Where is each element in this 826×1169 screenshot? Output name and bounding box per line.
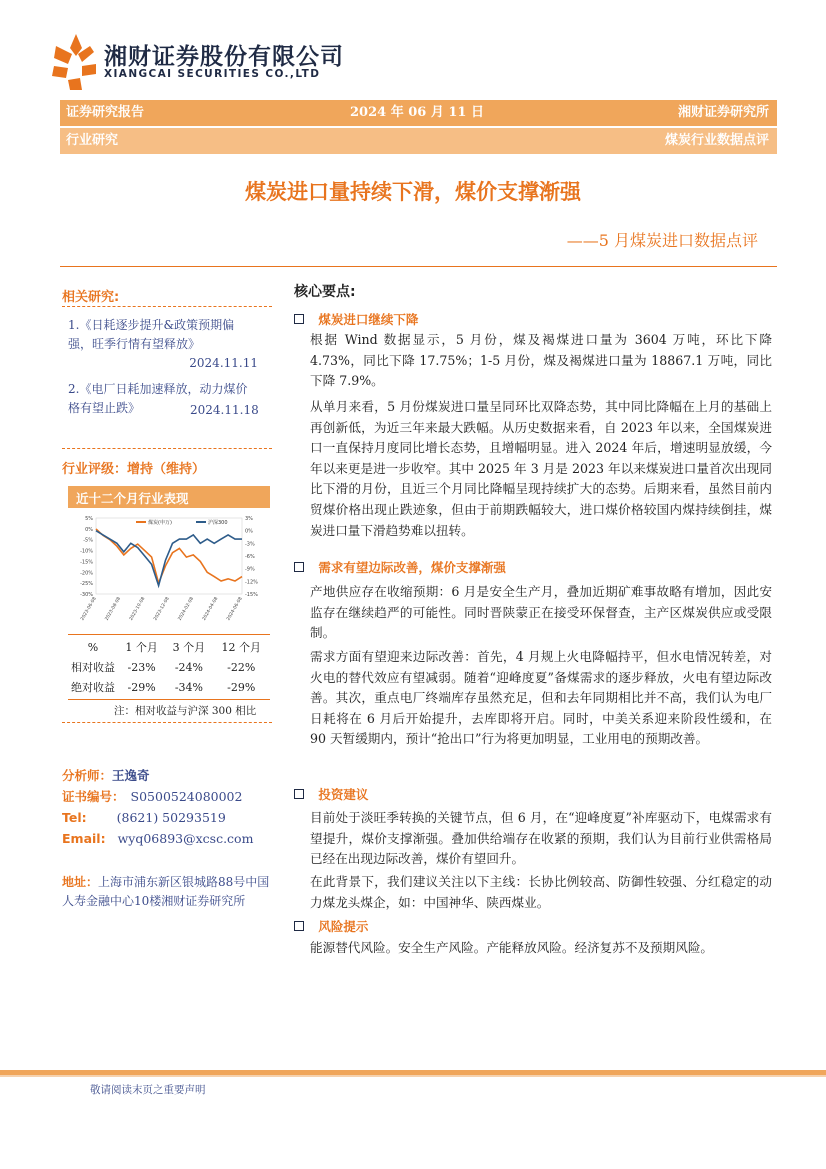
analyst-block [62, 765, 253, 849]
related-item-1-date: 2024.11.11 [189, 356, 258, 370]
industry-performance-chart [68, 510, 270, 632]
performance-table [68, 637, 270, 697]
chart-title-bar [68, 486, 270, 508]
perf-header-cell: 3 个月 [172, 641, 206, 654]
x-tick-label: 2023-08-08 [104, 596, 123, 622]
perf-row-label: 相对收益 [71, 661, 115, 674]
address-label: 地址： [62, 875, 99, 889]
perf-header-cell: 12 个月 [221, 641, 262, 654]
x-tick-label: 2023-06-08 [80, 596, 98, 622]
perf-table-bottom-rule [68, 699, 270, 700]
left-tick-label: 5% [85, 516, 93, 522]
perf-cell: -34% [174, 680, 203, 694]
section-heading-1-text: 煤炭进口继续下降 [318, 312, 419, 327]
plot-frame [96, 518, 242, 594]
email-label: Email: [62, 831, 106, 846]
x-tick-label: 2023-12-08 [153, 596, 171, 622]
left-tick-label: -20% [80, 570, 93, 577]
section-3-para-2: 在此背景下，我们建议关注以下主线：长协比例较高、防御性较强、分红稳定的动力煤龙头煤企，如：中国神华、陕西煤业。 [310, 874, 772, 910]
related-research-title: 相关研究: [62, 290, 120, 305]
footer-disclaimer: 敬请阅读末页之重要声明 [90, 1084, 206, 1096]
address-text: 上海市浦东新区银城路88号中国人寿金融中心10楼湘财证券研究所 [62, 875, 270, 908]
perf-cell: -24% [174, 660, 203, 674]
email-address[interactable]: wyq06893@xcsc.com [117, 831, 254, 846]
core-points-title: 核心要点: [294, 284, 356, 300]
section-heading-2-text: 需求有望边际改善，煤价支撑渐强 [318, 560, 506, 575]
related-item-1[interactable] [68, 316, 258, 373]
address-block [62, 873, 274, 911]
related-item-2-text: 2.《电厂日耗加速释放，动力煤价格有望止跌》 [68, 382, 248, 415]
perf-header-row [68, 637, 270, 657]
perf-header-cell: 1 个月 [125, 641, 158, 654]
left-tick-label: -15% [80, 559, 93, 566]
note-divider [62, 722, 272, 723]
related-divider [62, 306, 272, 307]
x-tick-label: 2024-06-08 [226, 596, 244, 622]
perf-cell: -29% [227, 680, 256, 694]
legend-label: 沪深300 [208, 520, 228, 526]
checkbox-icon [294, 562, 304, 572]
report-subtitle: ——5 月煤炭进口数据点评 [566, 231, 758, 250]
section-heading-2 [294, 558, 506, 576]
left-tick-label: -5% [83, 537, 93, 544]
perf-row-absolute [68, 677, 270, 697]
report-title: 煤炭进口量持续下滑，煤价支撑渐强 [245, 180, 581, 204]
section-heading-3 [294, 785, 368, 803]
perf-row-relative [68, 657, 270, 677]
left-tick-label: -25% [80, 581, 93, 588]
related-item-2-date: 2024.11.18 [190, 403, 259, 417]
perf-cell: -29% [127, 680, 156, 694]
related-item-1-text: 1.《日耗逐步提升&政策预期偏强，旺季行情有望释放》 [68, 318, 235, 351]
report-type: 证券研究报告 [66, 105, 145, 120]
report-series: 煤炭行业数据点评 [664, 133, 769, 148]
left-tick-label: -10% [80, 548, 93, 555]
section-4-para-1: 能源替代风险。安全生产风险。产能释放风险。经济复苏不及预期风险。 [310, 940, 713, 955]
company-name-cn: 湘财证券股份有限公司 [104, 44, 344, 70]
tel-label: Tel: [62, 810, 87, 825]
section-heading-4-text: 风险提示 [318, 919, 369, 934]
right-tick-label: -15% [245, 592, 258, 598]
header-bar-top [60, 100, 777, 126]
report-date: 2024 年 06 月 11 日 [350, 105, 484, 120]
right-tick-label: -3% [245, 541, 255, 548]
left-tick-label: 0% [85, 526, 93, 533]
checkbox-icon [294, 921, 304, 931]
perf-cell: -22% [227, 660, 256, 674]
section-1-para-2: 从单月来看，5 月份煤炭进口量呈同环比双降态势，其中同比降幅在上月的基础上再创新低，为近三年来最大跌幅。从历史数据来看，自 2023 年以来，全国煤炭进口一直保持月度同比增长态势，且增幅明显。进入 2024 年后，增速明显放缓，今年以来更是进一步收窄。其中 2025 年 3 月是 2023 年以来煤炭进口量首次出现同比下滑的月份，且近三个月同比降幅呈现持续扩大的态势。后期来看，虽然目前内贸煤价格出现止跌迹象，但由于前期跌幅较大，进口煤价格较国内煤持续倒挂，煤炭进口量下滑趋势难以扭转。 [310, 399, 772, 538]
title-divider [60, 266, 777, 267]
header-bar-bottom [60, 128, 777, 154]
right-tick-label: -9% [245, 566, 255, 573]
section-heading-1 [294, 310, 418, 328]
series-line-1 [96, 529, 242, 583]
analyst-name: 王逸奇 [112, 768, 150, 783]
right-tick-label: 3% [245, 516, 253, 522]
x-tick-label: 2024-04-08 [201, 596, 220, 622]
legend-label: 煤炭(申万) [148, 520, 172, 526]
section-3-para-1: 目前处于淡旺季转换的关键节点，但 6 月，在“迎峰度夏”补库驱动下，电煤需求有望提升，煤价支撑渐强。叠加供给端存在收紧的预期，我们认为目前行业供需格局已经在出现边际改善，煤价有望回升。 [310, 810, 772, 867]
section-heading-4 [294, 917, 368, 935]
chart-title: 近十二个月行业表现 [76, 491, 189, 506]
perf-header-cell: % [87, 640, 99, 654]
right-tick-label: -6% [245, 554, 255, 560]
right-tick-label: -12% [245, 579, 258, 586]
section-2-para-1: 产地供应存在收缩预期：6 月是安全生产月，叠加近期矿难事故略有增加，因此安监存在继续趋严的可能性。同时晋陕蒙正在接受环保督查，主产区煤炭供应或受限制。 [310, 584, 772, 641]
section-2-para-2: 需求方面有望迎来边际改善：首先，4 月规上火电降幅持平，但水电情况转差，对火电的替代效应有望减弱。随着“迎峰度夏”备煤需求的逐步释放，火电有望边际改善。其次，重点电厂终端库存虽然充足，但和去年同期相比并不高，我们认为电厂日耗将在 6 月后开始提升，去库即将开启。同时，中美关系迎来阶段性缓和，在 90 天暂缓期内，预计“抢出口”行为将更加明显，工业用电的预期改善。 [310, 649, 772, 747]
checkbox-icon [294, 789, 304, 799]
x-tick-label: 2023-10-08 [128, 596, 147, 622]
section-1-para-1: 根据 Wind 数据显示，5 月份，煤及褐煤进口量为 3604 万吨，环比下降 4.73%，同比下降 17.75%；1-5 月份，煤及褐煤进口量为 18867.1 万吨，同比下降 7.9%。 [310, 332, 772, 389]
cert-label: 证书编号： [62, 789, 125, 804]
cert-number: S0500524080002 [130, 789, 243, 804]
analyst-label: 分析师： [62, 768, 113, 783]
checkbox-icon [294, 314, 304, 324]
perf-table-note: 注：相对收益与沪深 300 相比 [114, 705, 257, 717]
company-logo-icon [52, 34, 98, 90]
institute: 湘财证券研究所 [677, 105, 769, 120]
section-heading-3-text: 投资建议 [318, 787, 369, 802]
rating-divider [62, 448, 272, 449]
company-name-en: XIANGCAI SECURITIES CO.,LTD [104, 68, 321, 80]
perf-table-top-rule [68, 634, 270, 635]
report-category: 行业研究 [66, 133, 119, 148]
footer-bar-light [0, 1075, 826, 1077]
tel-number: (8621) 50293519 [116, 810, 226, 825]
left-tick-label: -30% [80, 592, 93, 598]
right-tick-label: 0% [245, 528, 253, 535]
perf-cell: -23% [127, 660, 156, 674]
industry-rating: 行业评级：增持（维持） [62, 462, 206, 477]
x-tick-label: 2024-02-08 [177, 596, 196, 622]
perf-row-label: 绝对收益 [71, 681, 115, 694]
